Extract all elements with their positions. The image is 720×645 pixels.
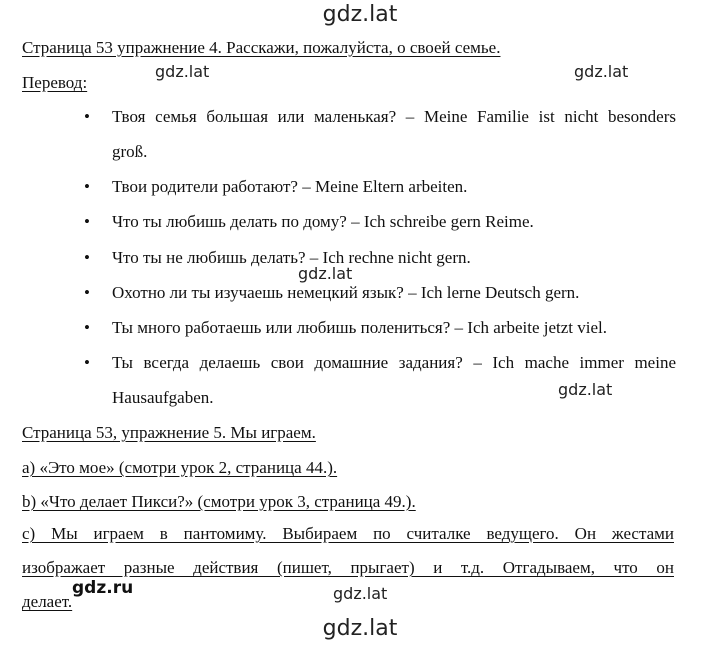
watermark: gdz.lat — [155, 62, 210, 81]
watermark: gdz.lat — [298, 264, 353, 283]
watermark: gdz.lat — [558, 380, 613, 399]
exercise-5-part-c-line: делает. — [22, 592, 73, 611]
list-item: Ты всегда делаешь свои домашние задания? – Ich mache immer meine — [112, 353, 676, 372]
list-item: Охотно ли ты изучаешь немецкий язык? – Ich lerne Deutsch gern. — [112, 283, 580, 302]
list-item: Ты много работаешь или любишь полениться? – Ich arbeite jetzt viel. — [112, 318, 608, 337]
list-item: Твои родители работают? – Meine Eltern arbeiten. — [112, 177, 468, 196]
watermark-top: gdz.lat — [322, 2, 398, 27]
list-item-continuation: Hausaufgaben. — [112, 388, 214, 407]
exercise-5-part-b: b) «Что делает Пикси?» (смотри урок 3, страница 49.). — [22, 492, 416, 511]
exercise-5-part-a: a) «Это мое» (смотри урок 2, страница 44.). — [22, 458, 338, 477]
bullet-icon: • — [84, 283, 90, 302]
watermark-bottom: gdz.lat — [322, 616, 398, 641]
bullet-icon: • — [84, 212, 90, 231]
watermark: gdz.lat — [574, 62, 629, 81]
bullet-icon: • — [84, 248, 90, 267]
exercise-5-part-c-line: изображает разные действия (пишет, прыгает) и т.д. Отгадываем, что он — [22, 558, 674, 577]
watermark: gdz.lat — [333, 584, 388, 603]
bullet-icon: • — [84, 353, 90, 372]
exercise-5-heading: Страница 53, упражнение 5. Мы играем. — [22, 423, 316, 442]
bullet-icon: • — [84, 318, 90, 337]
list-item: Что ты любишь делать по дому? – Ich schreibe gern Reime. — [112, 212, 534, 231]
list-item: Твоя семья большая или маленькая? – Meine Familie ist nicht besonders — [112, 107, 676, 126]
exercise-5-part-c-line: c) Мы играем в пантомиму. Выбираем по считалке ведущего. Он жестами — [22, 524, 674, 543]
exercise-4-heading: Страница 53 упражнение 4. Расскажи, пожалуйста, о своей семье. — [22, 38, 501, 57]
bullet-icon: • — [84, 177, 90, 196]
gdz-logo: gdz.ru — [72, 578, 134, 598]
bullet-icon: • — [84, 107, 90, 126]
translation-label: Перевод: — [22, 73, 88, 92]
list-item: Что ты не любишь делать? – Ich rechne nicht gern. — [112, 248, 471, 267]
list-item-continuation: groß. — [112, 142, 148, 161]
